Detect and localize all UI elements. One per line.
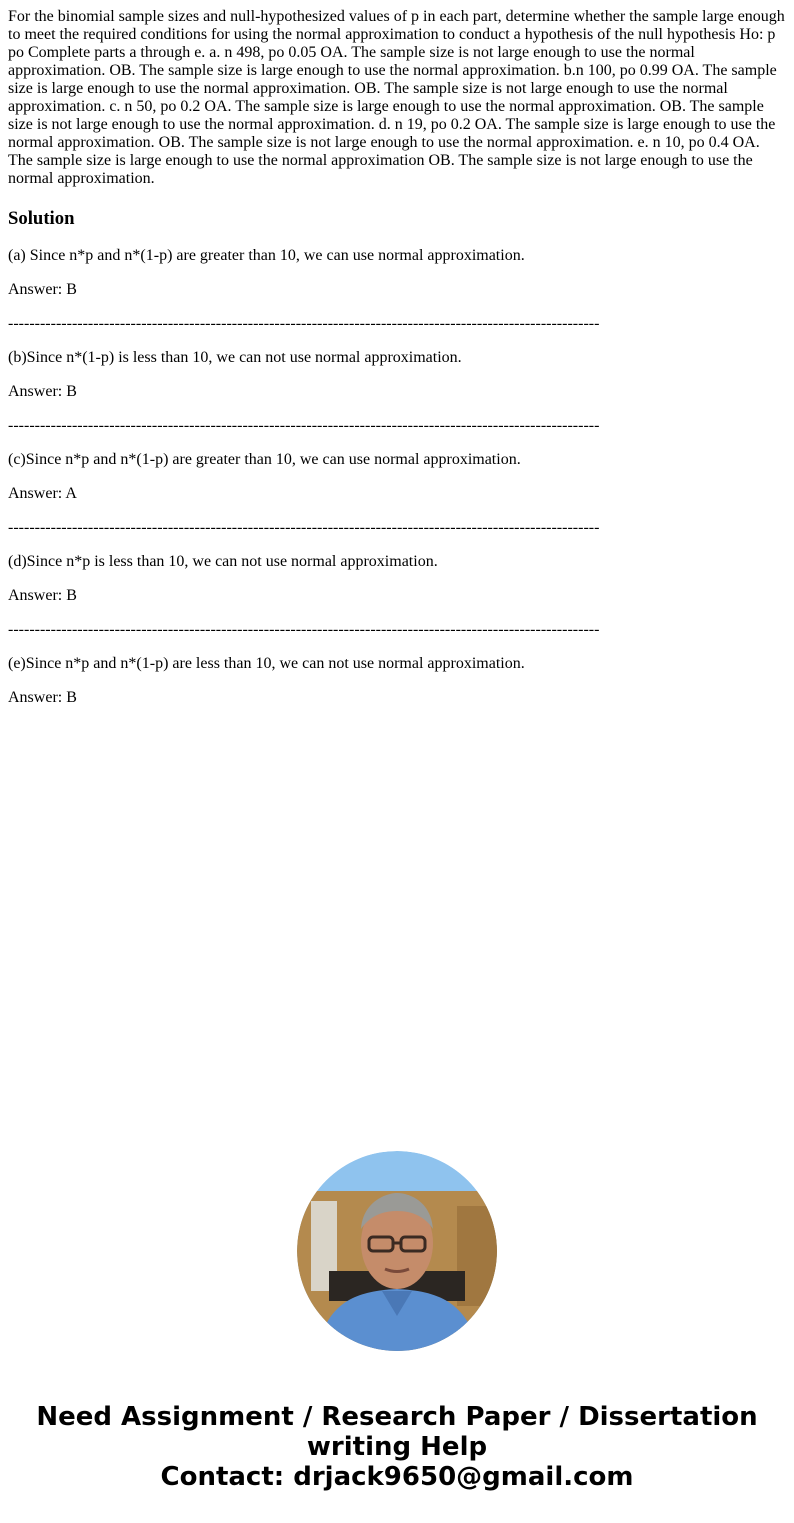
promo-text: [0, 1402, 794, 1492]
separator: ---------------------------------------------------------------------------------------------------------------: [8, 621, 600, 638]
promo-banner: [0, 1151, 794, 1492]
answer-d: Answer: B: [8, 587, 77, 604]
promo-line-1: Need Assignment / Research Paper / Dissertation: [36, 1402, 758, 1432]
solution-line-c: (c)Since n*p and n*(1-p) are greater than 10, we can use normal approximation.: [8, 451, 521, 468]
solution-line-d: (d)Since n*p is less than 10, we can not use normal approximation.: [8, 553, 438, 570]
solution-line-e: (e)Since n*p and n*(1-p) are less than 10, we can not use normal approximation.: [8, 655, 525, 672]
answer-e: Answer: B: [8, 689, 77, 706]
separator: ---------------------------------------------------------------------------------------------------------------: [8, 417, 600, 434]
separator: ---------------------------------------------------------------------------------------------------------------: [8, 315, 600, 332]
person-avatar-icon: [297, 1151, 497, 1351]
document-body: [8, 8, 786, 707]
separator: ---------------------------------------------------------------------------------------------------------------: [8, 519, 600, 536]
solution-line-a: (a) Since n*p and n*(1-p) are greater than 10, we can use normal approximation.: [8, 247, 525, 264]
promo-line-2: writing Help: [306, 1432, 488, 1462]
avatar: [297, 1151, 497, 1351]
answer-b: Answer: B: [8, 383, 77, 400]
answer-a: Answer: B: [8, 281, 77, 298]
question-text: For the binomial sample sizes and null-hypothesized values of p in each part, determine whether the sample large enough to meet the required conditions for using the normal approximation to conduct a hypothesis of the null hypothesis Ho: p po Complete parts a through e. a. n 498, po 0.05 OA. The sample size is not large enough to use the normal approximation. OB. The sample size is large enough to use the normal approximation. b.n 100, po 0.99 OA. The sample size is large enough to use the normal approximation. OB. The sample size is not large enough to use the normal approximation. c. n 50, po 0.2 OA. The sample size is large enough to use the normal approximation. OB. The sample size is not large enough to use the normal approximation. d. n 19, po 0.2 OA. The sample size is large enough to use the normal approximation. OB. The sample size is not large enough to use the normal approximation. e. n 10, po 0.4 OA. The sample size is large enough to use the normal approximation OB. The sample size is not large enough to use the normal approximation.: [8, 8, 785, 187]
solution-heading: Solution: [8, 208, 75, 229]
answer-c: Answer: A: [8, 485, 77, 502]
promo-contact: Contact: drjack9650@gmail.com: [160, 1462, 634, 1492]
solution-line-b: (b)Since n*(1-p) is less than 10, we can not use normal approximation.: [8, 349, 462, 366]
